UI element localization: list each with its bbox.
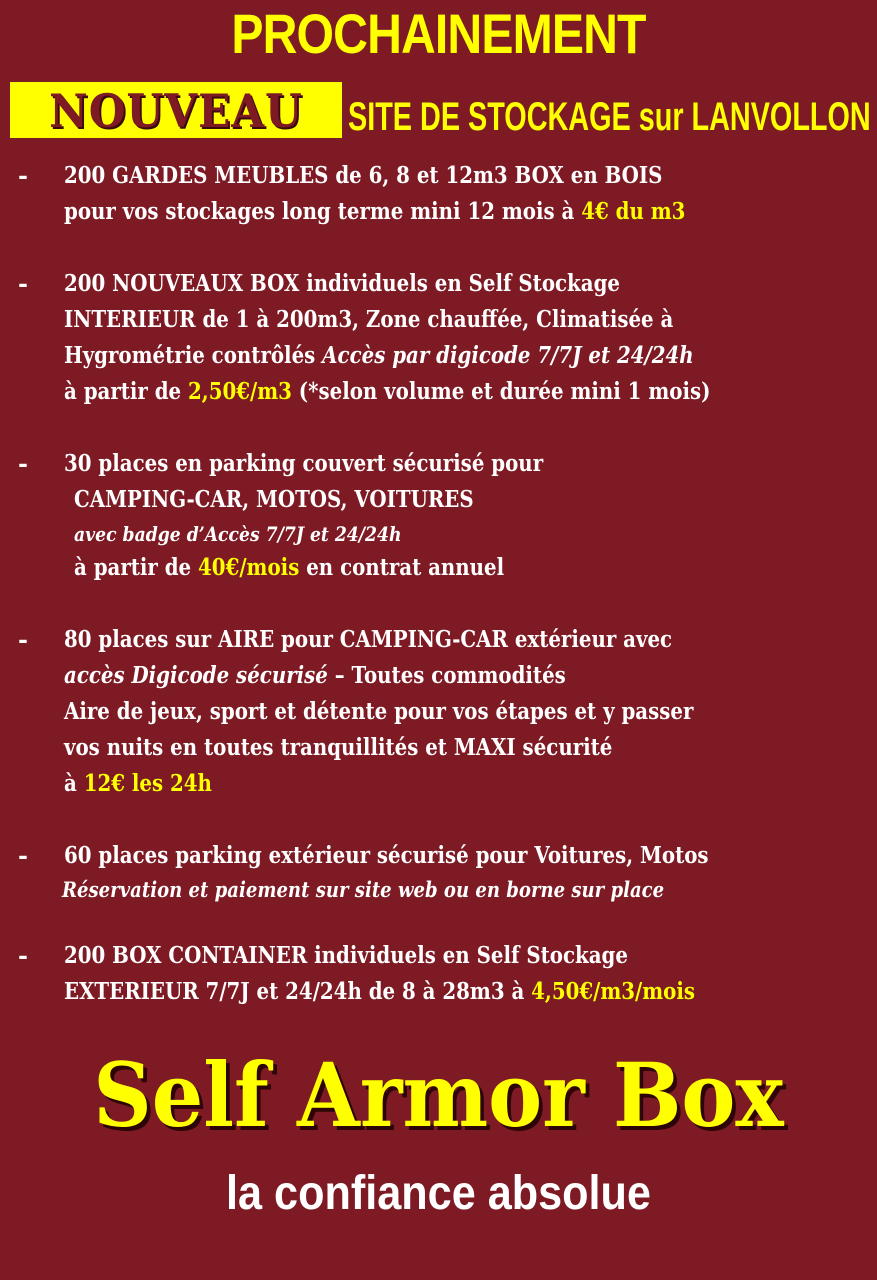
item-text: Hygrométrie contrôlés [64,342,323,369]
item-line: 200 GARDES MEUBLES de 6, 8 et 12m3 BOX en BOIS [64,162,663,189]
price-highlight: 4€ du m3 [581,198,686,225]
item-line [74,552,504,584]
brand-name: Self Armor Box [93,1043,784,1147]
bullet: - [18,625,28,654]
item-line: 200 BOX CONTAINER individuels en Self Stockage [64,942,628,969]
item-text: – Toutes commodités [327,662,566,689]
header-subtitle: SITE DE STOCKAGE sur LANVOLLON [348,95,871,139]
nouveau-badge-label: NOUVEAU [49,84,303,138]
item-line [64,340,694,372]
item-line: vos nuits en toutes tranquillités et MAXI sécurité [64,734,613,761]
item-line: 80 places sur AIRE pour CAMPING-CAR extérieur avec [64,626,673,653]
item-text: (*selon volume et durée mini 1 mois) [291,378,711,405]
item-text: à [64,770,84,797]
bullet: - [18,941,28,970]
item-line [64,660,566,692]
item-line: INTERIEUR de 1 à 200m3, Zone chauffée, Climatisée à [64,306,674,333]
item-text-italic: Accès par digicode 7/7J et 24/24h [322,342,694,369]
item-text: à partir de [64,378,189,405]
bullet: - [18,269,28,298]
nouveau-badge [10,82,342,138]
item-line: 30 places en parking couvert sécurisé pour [64,450,544,477]
bullet: - [18,449,28,478]
item-text: en contrat annuel [299,554,505,581]
item-line: Réservation et paiement sur site web ou en borne sur place [62,877,665,902]
item-line: 60 places parking extérieur sécurisé pour Voitures, Motos [64,842,709,869]
brand-tagline: la confiance absolue [226,1167,651,1220]
bullet: - [18,161,28,190]
item-line [64,196,685,228]
price-highlight: 4,50€/m3/mois [531,978,696,1005]
bullet: - [18,841,28,870]
item-line [64,376,710,408]
item-line: Aire de jeux, sport et détente pour vos étapes et y passer [64,698,694,725]
header-title: PROCHAINEMENT [231,2,646,65]
item-line [64,768,212,800]
item-line: 200 NOUVEAUX BOX individuels en Self Stockage [64,270,621,297]
item-text: à partir de [74,554,199,581]
price-highlight: 40€/mois [198,554,300,581]
item-line: CAMPING-CAR, MOTOS, VOITURES [74,486,474,513]
item-text: EXTERIEUR 7/7J et 24/24h de 8 à 28m3 à [64,978,532,1005]
item-line: avec badge d’Accès 7/7J et 24/24h [74,522,402,546]
item-text: pour vos stockages long terme mini 12 mois à [64,198,582,225]
item-line [64,976,695,1008]
price-highlight: 2,50€/m3 [188,378,292,405]
price-highlight: 12€ les 24h [83,770,212,797]
item-text-italic: accès Digicode sécurisé [64,662,328,689]
